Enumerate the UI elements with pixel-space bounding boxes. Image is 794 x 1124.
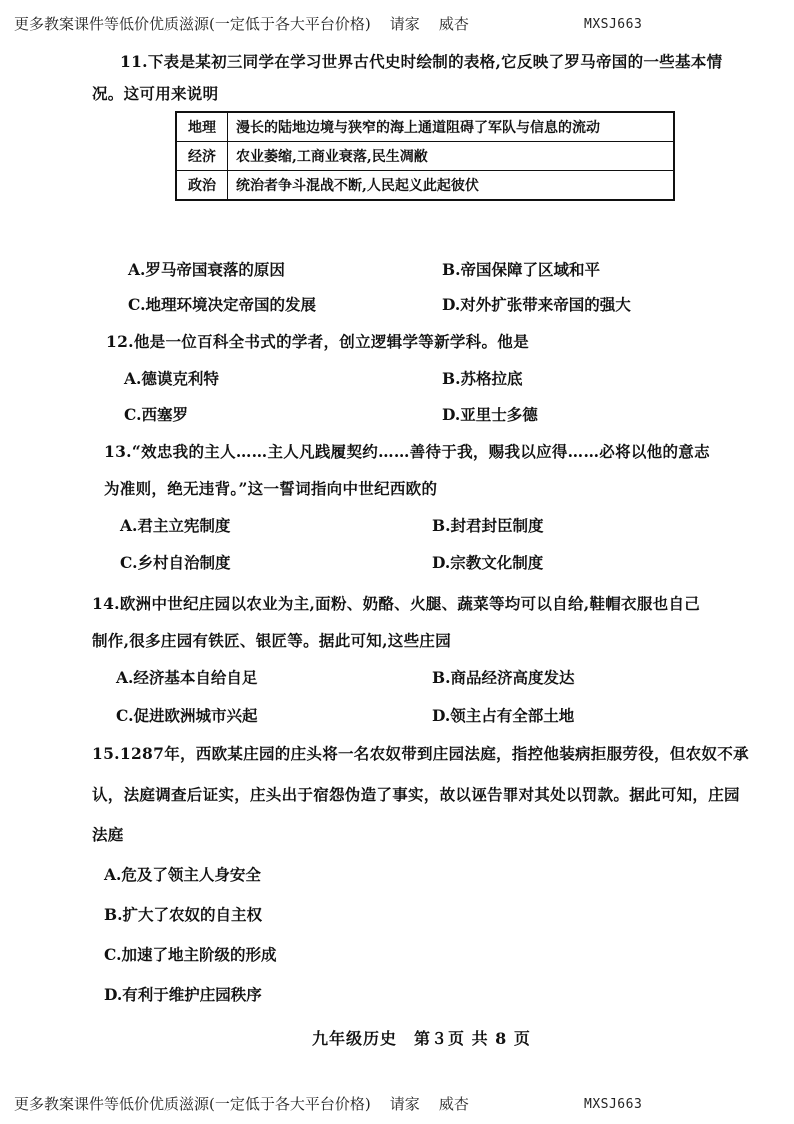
q13-stem-line2: 为准则，绝无违背。”这一誓词指向中世纪西欧的 <box>104 479 438 498</box>
q14-stem-line1: 14.欧洲中世纪庄园以农业为主,面粉、奶酪、火腿、蔬菜等均可以自给,鞋帽衣服也自己 <box>92 594 701 613</box>
top-banner <box>14 13 469 34</box>
banner-code: MXSJ663 <box>584 17 643 32</box>
bottom-banner-code-wrap <box>584 1094 642 1112</box>
q15-option-a: A.危及了领主人身安全 <box>104 865 261 884</box>
bottom-banner <box>14 1093 469 1114</box>
q15-option-d: D.有利于维护庄园秩序 <box>104 985 262 1004</box>
q12-option-c: C.西塞罗 <box>124 405 188 424</box>
table-value: 统治者争斗混战不断,人民起义此起彼伏 <box>228 171 675 201</box>
q13-option-d: D.宗教文化制度 <box>432 553 544 572</box>
banner-contact-label: 请家 <box>389 15 420 33</box>
q14-option-b: B.商品经济高度发达 <box>432 668 575 687</box>
banner-contact-name: 威杏 <box>438 1095 469 1113</box>
q11-stem-line1: 11.下表是某初三同学在学习世界古代史时绘制的表格,它反映了罗马帝国的一些基本情 <box>120 52 723 71</box>
table-row <box>176 112 674 142</box>
top-banner-code-wrap <box>584 14 642 32</box>
q13-option-a: A.君主立宪制度 <box>120 516 231 535</box>
q11-table <box>175 111 675 201</box>
q14-stem-line2: 制作,很多庄园有铁匠、银匠等。据此可知,这些庄园 <box>92 631 451 650</box>
q11-option-c: C.地理环境决定帝国的发展 <box>128 295 316 314</box>
banner-text: 更多教案课件等低价优质滋源(一定低于各大平台价格) <box>14 15 371 33</box>
q14-option-c: C.促进欧洲城市兴起 <box>116 706 258 725</box>
q11-stem-line2: 况。这可用来说明 <box>92 84 219 103</box>
q12-stem: 12.他是一位百科全书式的学者，创立逻辑学等新学科。他是 <box>106 332 529 351</box>
banner-contact-label: 请家 <box>389 1095 420 1113</box>
table-value: 农业萎缩,工商业衰落,民生凋敝 <box>228 142 675 171</box>
q11-option-d: D.对外扩张带来帝国的强大 <box>442 295 631 314</box>
q13-option-b: B.封君封臣制度 <box>432 516 544 535</box>
table-value: 漫长的陆地边境与狭窄的海上通道阻碍了军队与信息的流动 <box>228 112 675 142</box>
table-key: 经济 <box>176 142 228 171</box>
q15-option-b: B.扩大了农奴的自主权 <box>104 905 262 924</box>
table-key: 地理 <box>176 112 228 142</box>
q12-option-a: A.德谟克利特 <box>124 369 219 388</box>
q15-stem-line2: 认，法庭调查后证实，庄头出于宿怨伪造了事实，故以诬告罪对其处以罚款。据此可知，庄园 <box>92 785 740 804</box>
q14-option-d: D.领主占有全部土地 <box>432 706 575 725</box>
page-footer: 九年级历史 第３页 共 8 页 <box>312 1029 531 1048</box>
q12-option-b: B.苏格拉底 <box>442 369 523 388</box>
q13-option-c: C.乡村自治制度 <box>120 553 231 572</box>
table-row <box>176 171 674 201</box>
q11-option-a: A.罗马帝国衰落的原因 <box>128 260 285 279</box>
banner-contact-name: 威杏 <box>438 15 469 33</box>
q12-option-d: D.亚里士多德 <box>442 405 538 424</box>
q15-option-c: C.加速了地主阶级的形成 <box>104 945 277 964</box>
q13-stem-line1: 13.“效忠我的主人……主人凡践履契约……善待于我，赐我以应得……必将以他的意志 <box>104 442 710 461</box>
banner-text: 更多教案课件等低价优质滋源(一定低于各大平台价格) <box>14 1095 371 1113</box>
q15-stem-line3: 法庭 <box>92 825 124 844</box>
q14-option-a: A.经济基本自给自足 <box>116 668 258 687</box>
banner-code: MXSJ663 <box>584 1097 643 1112</box>
q11-option-b: B.帝国保障了区域和平 <box>442 260 600 279</box>
q15-stem-line1: 15.1287年，西欧某庄园的庄头将一名农奴带到庄园法庭，指控他装病拒服劳役，但农奴不承 <box>92 744 749 763</box>
table-row <box>176 142 674 171</box>
table-key: 政治 <box>176 171 228 201</box>
